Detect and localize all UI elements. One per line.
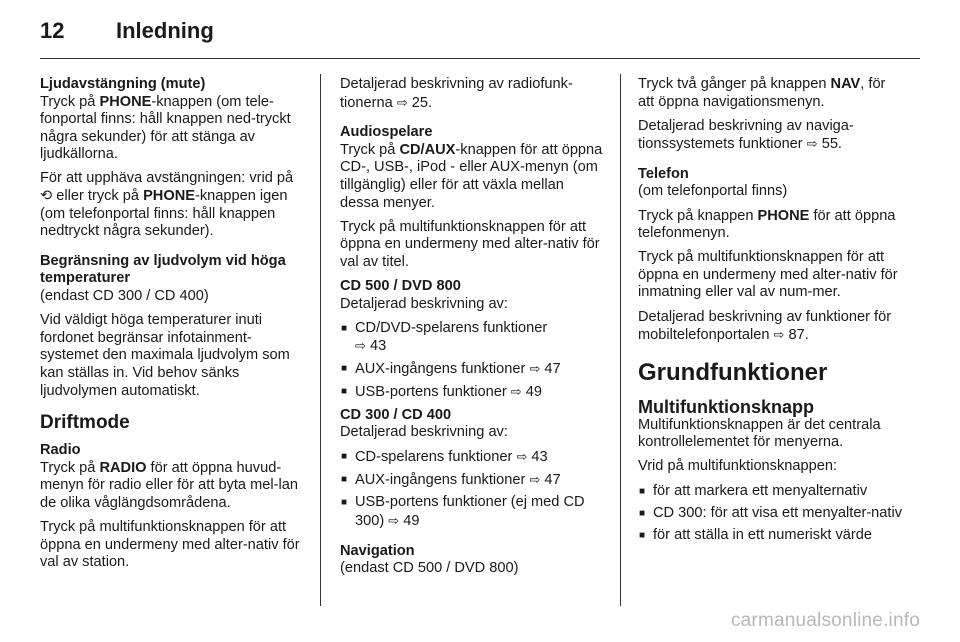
list-item: ■ CD 300: för att visa ett menyalter-nativ (638, 505, 904, 523)
cd500-intro: Detaljerad beskrivning av: (340, 295, 508, 312)
navigation-heading: Navigation (340, 542, 415, 559)
page-reference-icon: ⇨ (806, 136, 818, 152)
list-item: ■ CD/DVD-spelarens funktioner ⇨ 43 (340, 320, 606, 356)
column-divider-2 (620, 74, 621, 606)
list-item: ■ AUX-ingångens funktioner ⇨ 47 (340, 471, 606, 490)
telefon-paragraph-1: Tryck på knappen PHONE för att öppna telefonmenyn. (638, 207, 896, 242)
page-reference-icon: ⇨ (773, 327, 785, 343)
column-3 (638, 76, 904, 549)
multi-paragraph-2: Vrid på multifunktionsknappen: (638, 458, 838, 475)
cd300-heading: CD 300 / CD 400 (340, 406, 452, 423)
column-divider-1 (320, 74, 321, 606)
page-reference-icon: ⇨ (355, 338, 366, 354)
list-item: ■ USB-portens funktioner ⇨ 49 (340, 383, 606, 402)
telefon-reference: Detaljerad beskrivning av funktioner för mobiltelefonportalen ⇨ 87. (638, 308, 892, 344)
cd300-intro: Detaljerad beskrivning av: (340, 424, 508, 441)
telefon-paragraph-2: Tryck på multifunktionsknappen för att öppna en undermeny med alter-nativ för inmatning eller val av num-mer. (638, 249, 898, 301)
telefon-heading: Telefon (638, 165, 689, 182)
navigation-paragraph-1: Tryck två gånger på knappen NAV, för att öppna navigationsmenyn. (638, 76, 886, 110)
column-1 (40, 76, 306, 578)
page-title: Inledning (116, 18, 214, 43)
page-reference-icon: ⇨ (396, 94, 408, 110)
page-reference-icon: ⇨ (388, 512, 400, 528)
list-item: ■ AUX-ingångens funktioner ⇨ 47 (340, 360, 606, 379)
page-reference-icon: ⇨ (529, 472, 541, 488)
radio-paragraph-2: Tryck på multifunktionsknappen för att öppna en undermeny med alter-nativ för val av station. (40, 518, 300, 571)
cd500-list (340, 320, 606, 402)
watermark: carmanualsonline.info (730, 610, 920, 631)
driftmode-heading: Driftmode (40, 412, 130, 434)
list-item: ■ CD-spelarens funktioner ⇨ 43 (340, 448, 606, 467)
page-reference-icon: ⇨ (516, 449, 528, 465)
temperature-heading: Begränsning av ljudvolym vid höga temperaturer (40, 252, 286, 287)
column-2 (340, 76, 606, 584)
audio-heading: Audiospelare (340, 124, 433, 141)
temperature-note: (endast CD 300 / CD 400) (40, 288, 209, 305)
radio-reference: Detaljerad beskrivning av radiofunk-tionerna ⇨ 25. (340, 76, 573, 111)
audio-paragraph-1: Tryck på CD/AUX-knappen för att öppna CD-, USB-, iPod - eller AUX-menyn (om tillgänglig) eller för att växla mellan dessa menyer. (340, 141, 603, 211)
page-header (40, 18, 214, 44)
mute-heading: Ljudavstängning (mute) (40, 76, 206, 92)
grundfunktioner-heading: Grundfunktioner (638, 358, 828, 386)
multi-list (638, 483, 904, 545)
multifunktionsknapp-heading: Multifunktionsknapp (638, 396, 814, 417)
list-item: ■ för att markera ett menyalternativ (638, 483, 904, 501)
cd300-list (340, 448, 606, 530)
radio-heading: Radio (40, 442, 81, 459)
navigation-reference: Detaljerad beskrivning av naviga-tionssystemets funktioner ⇨ 55. (638, 117, 854, 153)
temperature-paragraph: Vid väldigt höga temperaturer inuti fordonet begränsar infotainment-systemet den maximala ljudvolym som kan ställas in. Vid behov sänks ljudvolymen automatiskt. (40, 312, 290, 399)
radio-paragraph-1: Tryck på RADIO för att öppna huvud-menyn för radio eller för att byta mel-lan de olika våglängdsområdena. (40, 459, 298, 511)
audio-paragraph-2: Tryck på multifunktionsknappen för att öppna en undermeny med alter-nativ för val av titel. (340, 218, 600, 270)
cd500-heading: CD 500 / DVD 800 (340, 277, 461, 294)
navigation-note: (endast CD 500 / DVD 800) (340, 560, 519, 577)
telefon-note: (om telefonportal finns) (638, 183, 788, 200)
list-item: ■ för att ställa in ett numeriskt värde (638, 527, 904, 545)
header-rule (40, 58, 920, 59)
volume-knob-icon: ⟲ (40, 188, 53, 205)
page-reference-icon: ⇨ (529, 361, 541, 377)
mute-paragraph-1: Tryck på PHONE-knappen (om tele-fonportal finns: håll knappen ned-tryckt några sekunder) för att stänga av ljudkällorna. (40, 93, 291, 163)
list-item: ■ USB-portens funktioner (ej med CD 300) ⇨ 49 (340, 494, 606, 530)
page-number: 12 (40, 18, 65, 43)
page-reference-icon: ⇨ (510, 384, 522, 400)
mute-paragraph-2: För att upphäva avstängningen: vrid på ⟲ eller tryck på PHONE-knappen igen (om telefonportal finns: håll knappen nedtryckt några sekunder). (40, 170, 294, 240)
multi-paragraph-1: Multifunktionsknappen är det centrala kontrollelementet för menyerna. (638, 416, 881, 451)
